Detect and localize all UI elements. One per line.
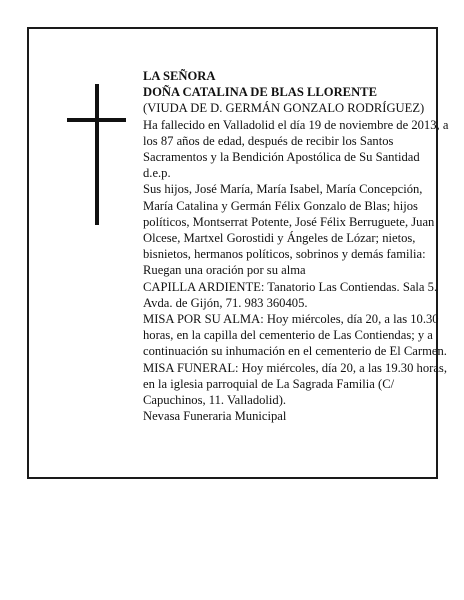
family-list: Sus hijos, José María, María Isabel, María Concepción, María Catalina y Germán Félix Gonzalo de Blas; hijos políticos, Montserrat Potente, José Félix Berruguete, Juan Olcese, Martxel Gorostidi y Ángeles de Lózar; nietos, bisnietos, hermanos políticos, sobrinos y demás familia: xyxy=(143,182,435,262)
funeral-mass-info: MISA FUNERAL: Hoy miércoles, día 20, a las 19.30 horas, en la iglesia parroquial de La Sagrada Familia (C/ Capuchinos, 11. Valladolid). xyxy=(143,360,447,408)
cross-horizontal-bar xyxy=(67,118,126,122)
mass-for-soul-info: MISA POR SU ALMA: Hoy miércoles, día 20, a las 10.30 horas, en la capilla del cementerio de Las Contiendas; y a continuación su inhumación en el cementerio de El Carmen. xyxy=(143,312,447,359)
chapel-info: CAPILLA ARDIENTE: Tanatorio Las Contiendas. Sala 5. Avda. de Gijón, 71. 983 360405. xyxy=(143,279,438,310)
deceased-name: DOÑA CATALINA DE BLAS LLORENTE xyxy=(143,85,377,100)
widow-of-line: (VIUDA DE D. GERMÁN GONZALO RODRÍGUEZ) xyxy=(143,101,425,116)
dep-line: d.e.p. xyxy=(143,166,171,181)
obituary-notice xyxy=(27,27,449,479)
death-announcement: Ha fallecido en Valladolid el día 19 de noviembre de 2013, a los 87 años de edad, después de recibir los Santos Sacramentos y la Bendición Apostólica de Su Santidad xyxy=(143,117,449,165)
notice-body xyxy=(143,68,451,424)
notice-heading: LA SEÑORA xyxy=(143,69,216,83)
prayer-request: Ruegan una oración por su alma xyxy=(143,263,306,278)
cross-vertical-bar xyxy=(95,84,99,225)
cross-icon xyxy=(29,29,30,30)
funeral-home: Nevasa Funeraria Municipal xyxy=(143,409,287,424)
